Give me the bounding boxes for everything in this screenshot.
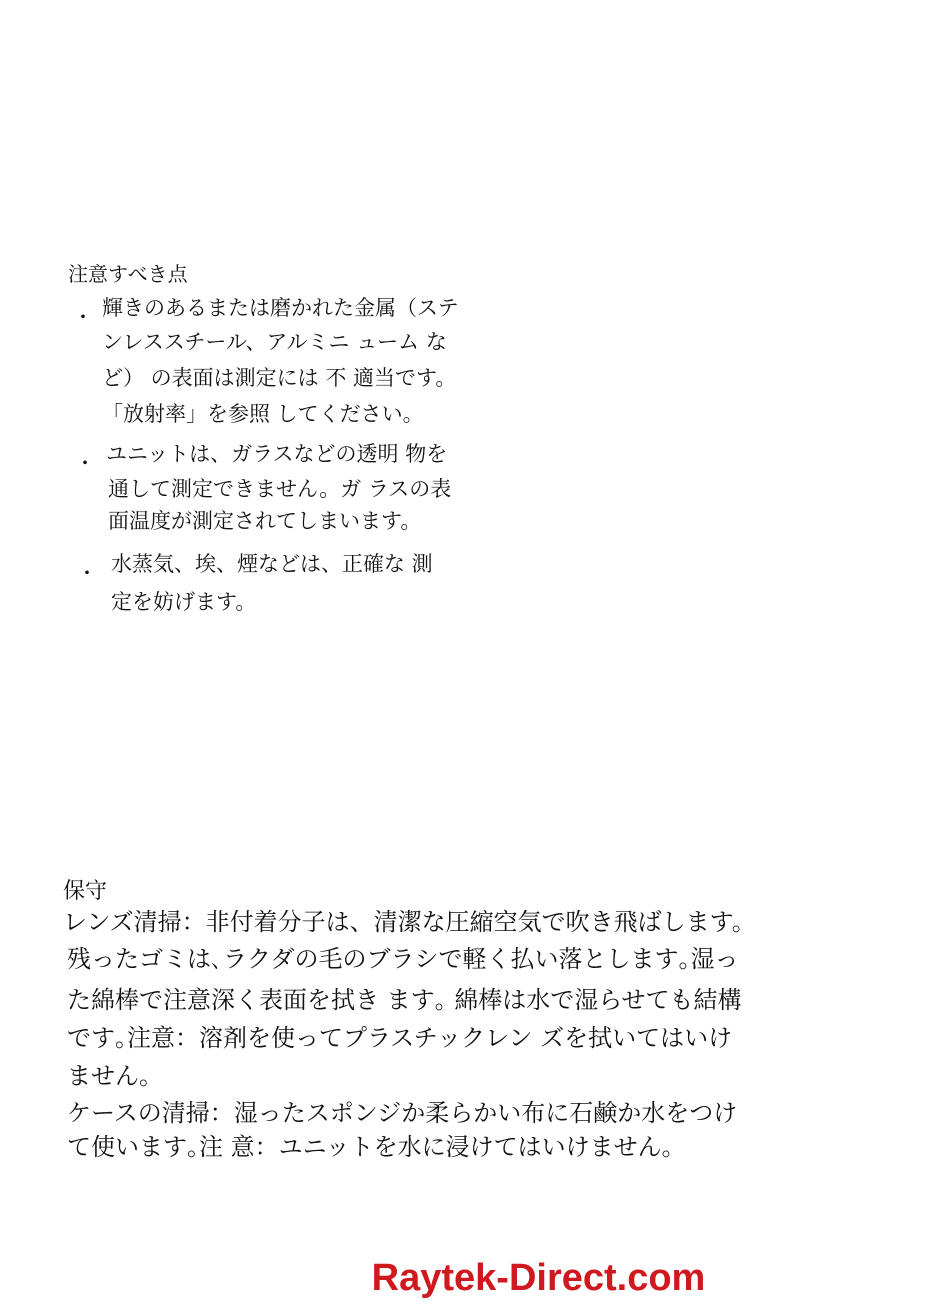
maintenance-heading: 保守 (63, 879, 108, 904)
note-3-line-2: 定を妨げます。 (111, 590, 257, 614)
note-1-line-1: 輝きのあるまたは磨かれた金属（ステ (102, 296, 459, 320)
bullet-marker: ・ (77, 561, 97, 585)
maintenance-line-7: て使います｡注 意：ユニットを水に浸けてはいけません｡ (67, 1133, 674, 1161)
bullet-marker: ・ (73, 305, 93, 329)
maintenance-line-2: 残ったゴミは､ラクダの毛のブラシで軽く払い落とします｡湿っ (67, 945, 739, 973)
note-2-line-2: 通して測定できません。ガ ラスの表 (108, 477, 452, 501)
note-1-line-2: ンレススチール、アルミニ ューム な (102, 330, 447, 354)
maintenance-line-1: レンズ清掃：非付着分子は、清潔な圧縮空気で吹き飛ばします。 (63, 908, 756, 936)
note-1-line-3: ど） の表面は測定には 不 適当です。 (102, 366, 457, 390)
maintenance-line-4: です｡注意：溶剤を使ってプラスチックレン ズを拭いてはいけ (67, 1024, 733, 1052)
maintenance-line-3: た綿棒で注意深く表面を拭き ます｡ 綿棒は水で湿らせても結構 (67, 986, 742, 1014)
bullet-marker: ・ (75, 451, 95, 475)
note-2-line-3: 面温度が測定されてしまいます。 (108, 509, 422, 533)
maintenance-line-6: ケースの清掃：湿ったスポンジか柔らかい布に石鹸か水をつけ (67, 1099, 738, 1127)
note-1-line-4: 「放射率」を参照 してください。 (102, 402, 424, 426)
notes-heading: 注意すべき点 (68, 262, 188, 286)
note-2-line-1: ユニットは、ガラスなどの透明 物を (106, 442, 448, 466)
note-3-line-1: 水蒸気、埃、煙などは、正確な 測 (111, 552, 433, 576)
maintenance-line-5: ません｡ (67, 1062, 151, 1090)
footer-brand-url: Raytek-Direct.com (371, 1257, 706, 1299)
